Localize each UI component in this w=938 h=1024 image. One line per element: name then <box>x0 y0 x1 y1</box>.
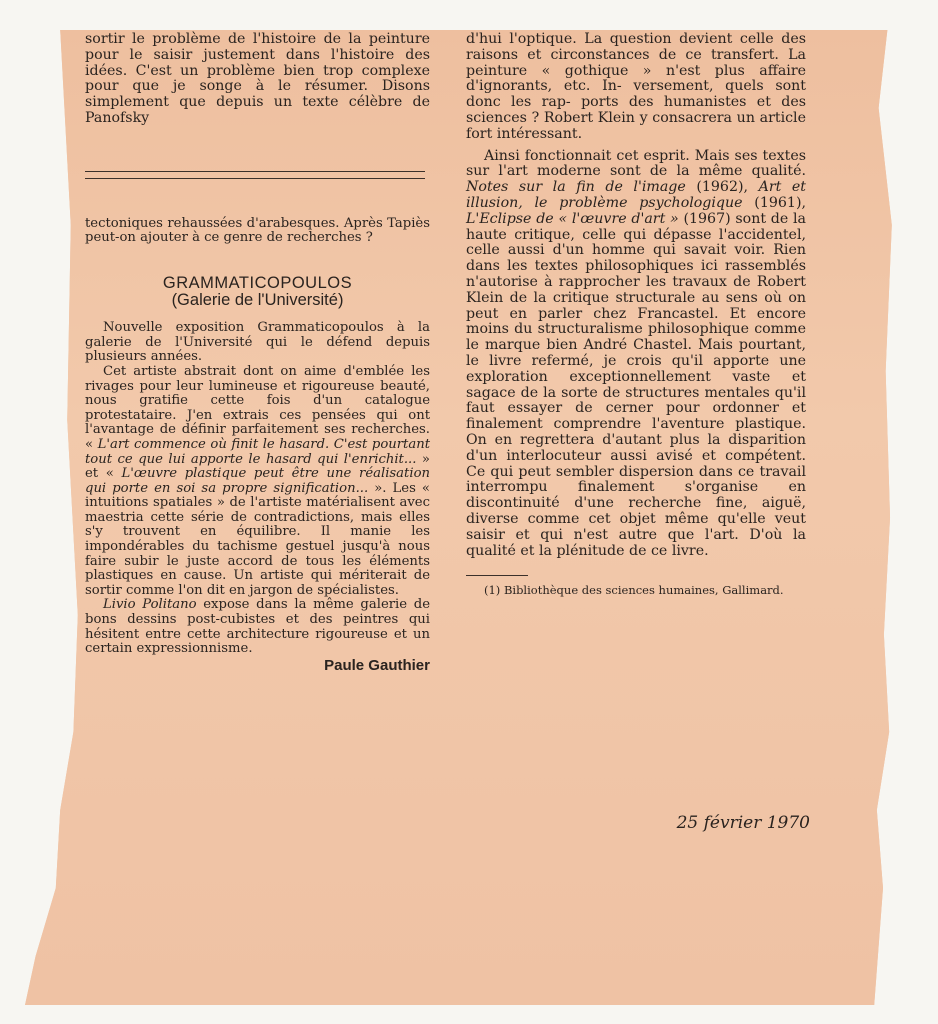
left-top-text: sortir le problème de l'histoire de la peinture pour le saisir justement dans l'histoire des idées. C'est un problème bien trop complexe pour que je songe à le résumer. Disons simplement que depuis un texte célèbre de Panofsky <box>85 31 430 126</box>
paragraph: Cet artiste abstrait dont on aime d'emblée les rivages pour leur lumineuse et rigoureuse beauté, nous gratifie cette fois d'un catalogue protestataire. J'en extrais ces pensées qui ont l'avantage de définir parfaitement ses recherches. « L'art commence où finit le hasard. C'est pourtant tout ce que lui apporte le hasard qui l'enrichit... » et « L'œuvre plastique peut être une réalisation qui porte en soi sa propre signification... ». Les « intuitions spatiales » de l'artiste matérialisent avec maestria cette série de contradictions, mais elles s'y trouvent en équilibre. Il manie les impondérables du tachisme gestuel jusqu'à nous faire subir le juste accord de tous les éléments plastiques en cause. Un artiste qui mériterait de sortir comme l'on dit en jargon de spécialistes. <box>85 363 431 598</box>
publication-date: 25 février 1970 <box>676 813 810 833</box>
paragraph: Nouvelle exposition Grammaticopoulos à la galerie de l'Université qui le défend depuis plusieurs années. <box>85 320 430 365</box>
footnote: (1) Bibliothèque des sciences humaines, Gallimard. <box>484 583 784 598</box>
right-top-text: d'hui l'optique. La question devient celle des raisons et circonstances de ce transfert. La peinture « gothique » n'est plus affaire d'ignorants, etc. In- versement, quels sont donc les rap- ports des humanistes et des sciences ? Robert Klein y consacrera un article fort intéressant. <box>466 31 807 142</box>
article-title: GRAMMATICOPOULOS <box>162 273 353 292</box>
previous-article-ending: tectoniques rehaussées d'arabesques. Après Tapiès peut-on ajouter à ce genre de recherches ? <box>85 215 430 246</box>
article-subtitle: (Galerie de l'Université) <box>171 290 344 309</box>
author-signature: Paule Gauthier <box>324 656 430 674</box>
left-column <box>85 32 430 673</box>
divider-rule <box>85 171 425 172</box>
footnote-rule <box>466 575 528 576</box>
paragraph: Livio Politano expose dans la même galerie de bons dessins post-cubistes et des peintres qui hésitent entre cette architecture rigoureuse et un certain expressionnisme. <box>85 597 430 657</box>
right-column <box>466 32 806 597</box>
exhibition-section <box>85 217 430 674</box>
paragraph: Ainsi fonctionnait cet esprit. Mais ses textes sur l'art moderne sont de la même qualité. Notes sur la fin de l'image (1962), Art et illusion, le problème psychologique (1961), L'Eclipse de « l'œuvre d'art » (1967) sont de la haute critique, celle qui dépasse l'accidentel, celle aussi d'un homme qui savait voir. Rien dans les textes philosophiques ici rassemblés n'autorise à rapprocher les travaux de Robert Klein de la critique structurale au sens où on peut en parler chez Francastel. Et encore moins du structuralisme philosophique comme le marque bien André Chastel. Mais pourtant, le livre refermé, je crois qu'il apporte une exploration exceptionnellement vaste et sagace de la sorte de structures mentales qu'il faut essayer de cerner pour ordonner et finalement comprendre l'aventure plastique. On en regrettera d'autant plus la disparition d'un interlocuteur aussi avisé et compétent. Ce qui peut sembler dispersion dans ce travail interrompu finalement s'organise en discontinuité d'une recherche fine, aiguë, diverse comme cet objet même qu'elle veut saisir et qui n'est autre que l'art. D'où la qualité et la plénitude de ce livre. <box>466 147 806 559</box>
